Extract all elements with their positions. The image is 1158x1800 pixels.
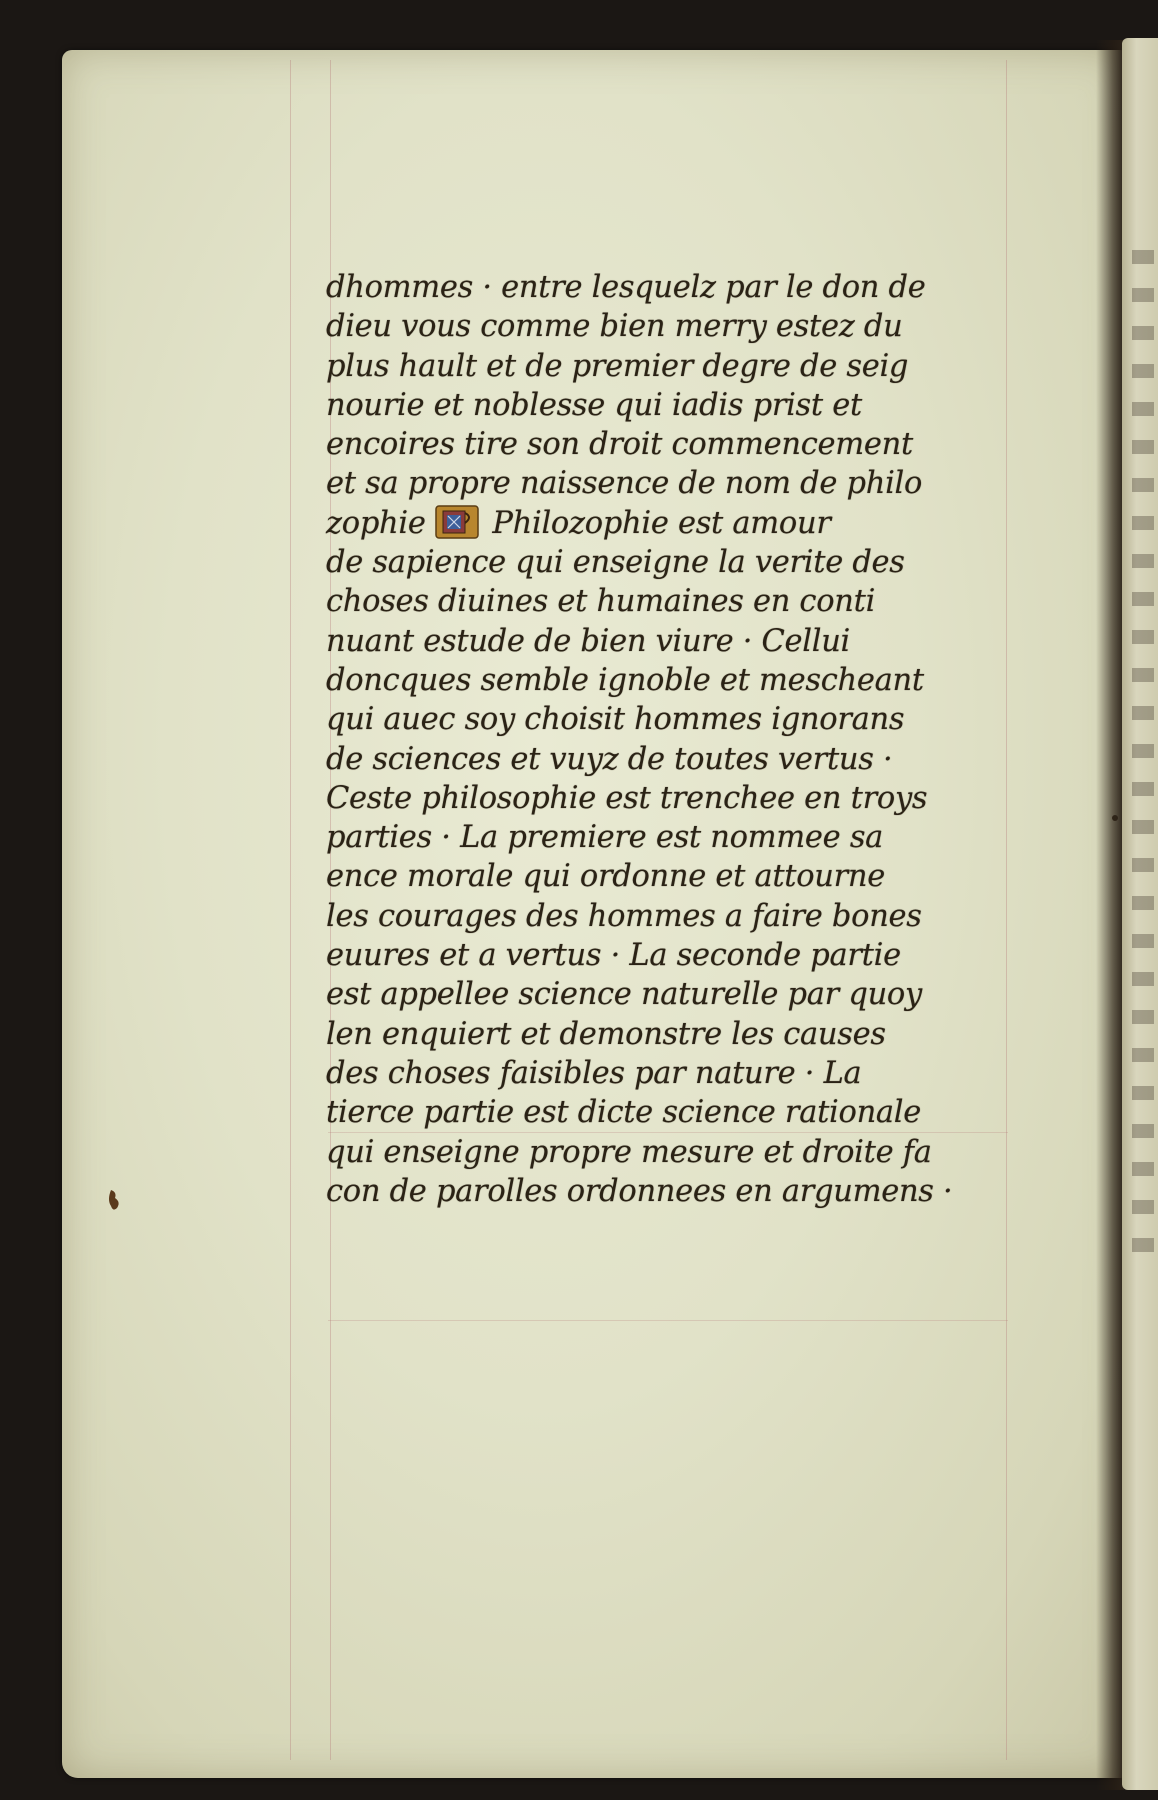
manuscript-line: nuant estude de bien viure · Cellui [326, 623, 851, 659]
ruling-line [290, 60, 291, 1760]
gutter-shadow [1096, 40, 1124, 1790]
manuscript-line: ence morale qui ordonne et attourne [326, 859, 886, 895]
manuscript-line: dhommes · entre lesquelz par le don de [326, 270, 926, 305]
ink-stain [106, 1188, 124, 1214]
manuscript-line: qui enseigne propre mesure et droite fa [326, 1134, 932, 1170]
manuscript-line: qui auec soy choisit hommes ignorans [326, 702, 905, 738]
manuscript-line: doncques semble ignoble et mescheant [326, 662, 924, 698]
manuscript-line: nourie et noblesse qui iadis prist et [326, 387, 862, 423]
manuscript-line: de sapience qui enseigne la verite des [326, 545, 905, 581]
manuscript-line: tierce partie est dicte science rationale [326, 1095, 922, 1131]
manuscript-line: de sciences et vuyz de toutes vertus · [326, 741, 893, 777]
manuscript-line: plus hault et de premier degre de seig [326, 348, 909, 384]
ruling-line [328, 1320, 1008, 1321]
manuscript-line: encoires tire son droit commencement [326, 427, 913, 463]
manuscript-line: choses diuines et humaines en conti [326, 584, 876, 620]
facing-leaf-text [1132, 250, 1154, 1260]
manuscript-line: dieu vous comme bien merry estez du [326, 309, 903, 345]
manuscript-line: est appellee science naturelle par quoy [326, 977, 922, 1013]
text-column [326, 268, 1016, 1211]
manuscript-line: con de parolles ordonnees en argumens · [326, 1173, 953, 1209]
manuscript-line-with-initial [326, 504, 1016, 543]
manuscript-line: parties · La premiere est nommee sa [326, 820, 884, 856]
decorated-initial-P-icon [435, 505, 479, 539]
manuscript-line: des choses faisibles par nature · La [326, 1055, 862, 1091]
line-text-before-initial: zophie [326, 505, 426, 541]
manuscript-line: len enquiert et demonstre les causes [326, 1016, 886, 1052]
line-text-after-initial: Philozophie est amour [492, 505, 831, 541]
manuscript-line: euures et a vertus · La seconde partie [326, 938, 901, 974]
manuscript-line: les courages des hommes a faire bones [326, 898, 922, 934]
manuscript-line: et sa propre naissence de nom de philo [326, 466, 923, 502]
manuscript-line: Ceste philosophie est trenchee en troys [326, 780, 928, 816]
